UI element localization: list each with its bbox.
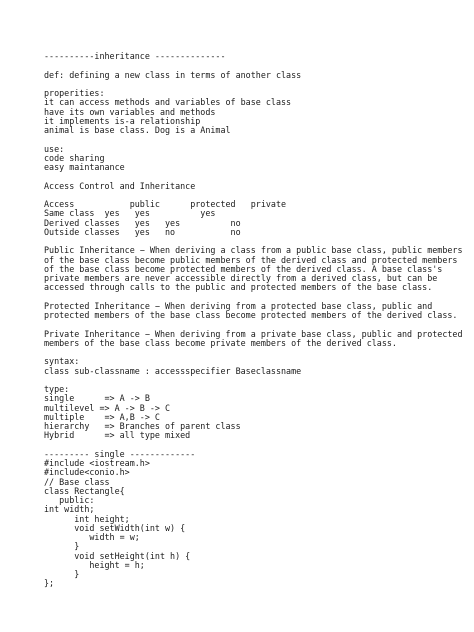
text-line: }	[44, 569, 80, 579]
text-line: Same class yes yes yes	[44, 208, 216, 219]
text-line	[44, 135, 454, 144]
text-line: int height;	[44, 513, 130, 524]
text-line: have its own variables and methods	[44, 106, 216, 117]
text-line: width = w;	[44, 532, 140, 542]
text-line: class sub-classname : accessspecifier Baseclassname	[44, 365, 302, 376]
text-line: it can access methods and variables of base class	[44, 97, 292, 108]
text-line: void setHeight(int h) {	[44, 550, 191, 561]
text-line: def: defining a new class in terms of another class	[44, 69, 302, 80]
text-line: syntax:	[44, 356, 80, 367]
text-line: of the base class become public members of the derived class and protected members	[44, 254, 458, 265]
text-line: #include<conio.h>	[44, 467, 130, 478]
document-text	[44, 51, 463, 589]
text-line: type:	[44, 384, 70, 394]
text-line: int width;	[44, 504, 95, 515]
text-line	[44, 348, 454, 357]
text-line: multiple => A,B -> C	[44, 411, 160, 422]
text-line: hierarchy => Branches of parent class	[44, 421, 241, 431]
text-line: single => A -> B	[44, 393, 150, 404]
text-line: // Base class	[44, 476, 110, 487]
text-line: }	[44, 541, 80, 552]
text-line: Access public protected private	[44, 199, 287, 209]
text-line: easy maintanance	[44, 162, 125, 172]
text-line: members of the base class become private members of the derived class.	[44, 337, 397, 348]
text-line: void setWidth(int w) {	[44, 522, 186, 533]
text-line	[44, 376, 454, 385]
text-line: };	[44, 578, 55, 589]
text-line	[44, 80, 454, 89]
text-line: Access Control and Inheritance	[44, 180, 196, 191]
text-line: Protected Inheritance − When deriving from a protected base class, public and	[44, 300, 433, 311]
text-line: #include <iostream.h>	[44, 458, 150, 468]
text-line: protected members of the base class become protected members of the derived class.	[44, 310, 458, 320]
text-line: Hybrid => all type mixed	[44, 430, 191, 441]
text-line: Public Inheritance − When deriving a class from a public base class, public members	[44, 245, 463, 256]
text-line: animal is base class. Dog is a Animal	[44, 125, 231, 135]
text-line: multilevel => A -> B -> C	[44, 402, 171, 413]
text-line: public:	[44, 495, 95, 505]
text-line: Outside classes yes no no	[44, 226, 241, 237]
text-line: code sharing	[44, 152, 105, 163]
text-line: --------- single -------------	[44, 448, 196, 459]
text-line: private members are never accessible directly from a derived class, but can be	[44, 273, 438, 283]
text-line: use:	[44, 143, 65, 154]
text-line: height = h;	[44, 559, 145, 570]
text-line: of the base class become protected members of the derived class. A base class's	[44, 263, 443, 274]
text-line: properities:	[44, 88, 105, 98]
text-line: accessed through calls to the public and protected members of the base class.	[44, 282, 433, 293]
text-line: it implements is-a relationship	[44, 115, 201, 126]
text-line: Derived classes yes yes no	[44, 217, 241, 228]
text-line: class Rectangle{	[44, 485, 125, 496]
text-line: ----------inheritance --------------	[44, 51, 226, 61]
text-line: Private Inheritance − When deriving from a private base class, public and protected	[44, 328, 463, 339]
